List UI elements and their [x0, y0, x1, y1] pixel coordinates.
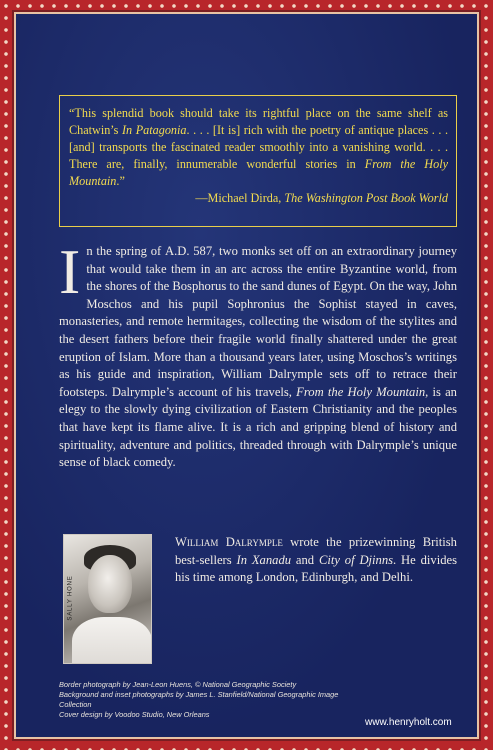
publisher-url[interactable]: www.henryholt.com: [365, 717, 452, 728]
quote-book-title: In Patagonia: [122, 123, 187, 137]
cover-panel: [16, 14, 477, 737]
book-description: In the spring of A.D. 587, two monks set off on an extraordinary journey that would take them in an arc across the entire Byzantine world, from the shores of the Bosphorus to the sand dunes of Egypt. On the way, John Moschos and his pupil Sophronius the Sophist stayed in caves, monasteries, and remote hermitages, collecting the wisdom of the stylites and the desert fathers before their fragile world finally shattered under the great eruption of Islam. More than a thousand years later, using Moschos’s writings as his guide and inspiration, William Dalrymple sets off to retrace their footsteps. Dalrymple’s account of his travels, From the Holy Mountain, is an elegy to the slowly dying civilization of Eastern Christianity and the peoples that have kept its flame alive. It is a rich and gripping blend of history and spirituality, adventure and politics, threaded through with Dalrymple’s unique sense of black comedy.: [59, 236, 457, 470]
description-book-title: From the Holy Mountain: [296, 384, 426, 399]
author-bio: William Dalrymple wrote the prizewinning British best-sellers In Xanadu and City of Djinns. He divides his time among London, Edinburgh, and Delhi.: [175, 535, 457, 585]
image-credits: Border photograph by Jean-Leon Huens, © National Geographic Society Background and inset photographs by James L. Stanfield/National Geographic Image Collection Cover design by Voodoo Studio, New Orleans: [59, 680, 339, 719]
review-quote: “This splendid book should take its rightful place on the same shelf as Chatwin’s In Patagonia. . . . [It is] rich with the poetry of antique places . . . [and] transports the fascinated reader smoothly into a vanishing world. . . . There are, finally, innumerable wonderful stories in From the Holy Mountain.”: [69, 106, 449, 188]
quote-book-title-2: From the Holy Mountain: [69, 157, 448, 188]
author-bio-section: [59, 534, 457, 664]
author-photo: [63, 534, 152, 664]
author-name: William Dalrymple: [175, 535, 283, 549]
review-quote-box: [59, 95, 457, 227]
photo-credit: SALLY HONE: [67, 575, 74, 621]
quote-attribution: —Michael Dirda, The Washington Post Book World: [195, 191, 448, 205]
drop-cap: I: [59, 236, 81, 307]
